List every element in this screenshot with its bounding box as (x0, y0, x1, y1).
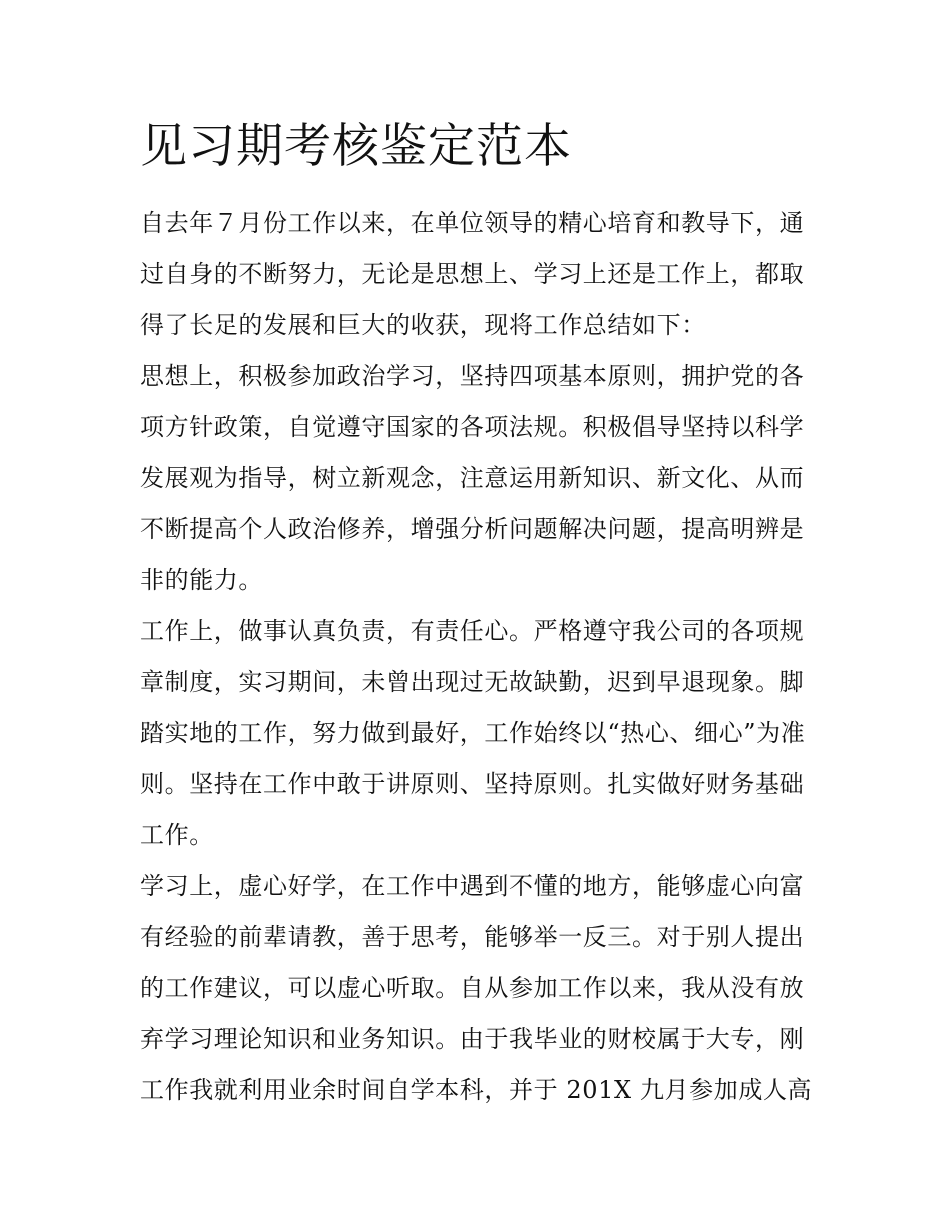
text-line: 学习上，虚心好学，在工作中遇到不懂的地方，能够虚心向富 (140, 872, 805, 900)
paragraph-work (140, 606, 815, 861)
text-line: 则。坚持在工作中敢于讲原则、坚持原则。扎实做好财务基础 (140, 770, 805, 798)
text-line: 过自身的不断努力，无论是思想上、学习上还是工作上，都取 (140, 260, 805, 288)
text-line: 踏实地的工作，努力做到最好，工作始终以“热心、细心”为准 (140, 719, 806, 747)
text-line: 工作。 (140, 821, 214, 849)
text-line: 非的能力。 (140, 566, 263, 594)
text-line: 发展观为指导，树立新观念，注意运用新知识、新文化、从而 (140, 464, 805, 492)
paragraph-study (140, 861, 815, 1116)
text-line: 不断提高个人政治修养，增强分析问题解决问题，提高明辨是 (140, 515, 805, 543)
text-line: 项方针政策，自觉遵守国家的各项法规。积极倡导坚持以科学 (140, 413, 805, 441)
document-title: 见习期考核鉴定范本 (140, 119, 572, 174)
text-line: 思想上，积极参加政治学习，坚持四项基本原则，拥护党的各 (140, 362, 805, 390)
text-line: 有经验的前辈请教，善于思考，能够举一反三。对于别人提出 (140, 923, 805, 951)
document-page (140, 112, 815, 1116)
text-line: 得了长足的发展和巨大的收获，现将工作总结如下： (140, 311, 706, 339)
text-line: 工作上，做事认真负责，有责任心。严格遵守我公司的各项规 (140, 617, 805, 645)
text-line: 弃学习理论知识和业务知识。由于我毕业的财校属于大专，刚 (140, 1025, 805, 1053)
text-line: 的工作建议，可以虚心听取。自从参加工作以来，我从没有放 (140, 974, 805, 1002)
paragraph-intro (140, 198, 815, 351)
text-line: 章制度，实习期间，未曾出现过无故缺勤，迟到早退现象。脚 (140, 668, 805, 696)
paragraph-ideology (140, 351, 815, 606)
text-line: 工作我就利用业余时间自学本科，并于 201X 九月参加成人高 (140, 1076, 813, 1104)
document-body (140, 198, 815, 1116)
text-line: 自去年７月份工作以来，在单位领导的精心培育和教导下，通 (140, 209, 805, 237)
